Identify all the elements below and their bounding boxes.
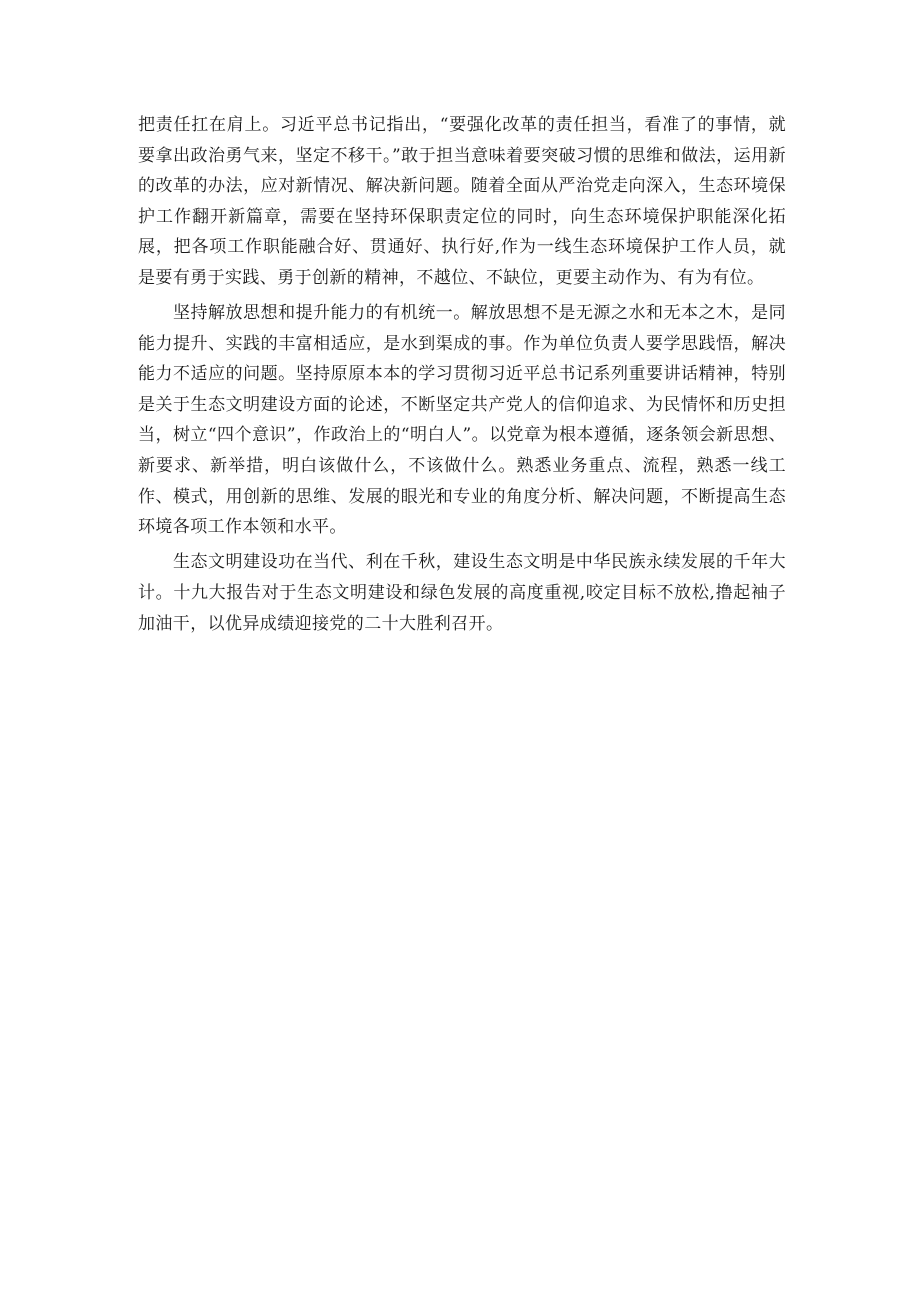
document-body [138, 110, 786, 644]
paragraph-ecological-civilization: 生态文明建设功在当代、利在千秋，建设生态文明是中华民族永续发展的千年大计。十九大报告对于生态文明建设和绿色发展的高度重视,咬定目标不放松,撸起袖子加油干，以优异成绩迎接党的二十大胜利召开。 [138, 552, 786, 634]
paragraph-emancipate-mind: 坚持解放思想和提升能力的有机统一。解放思想不是无源之水和无本之木，是同能力提升、实践的丰富相适应，是水到渠成的事。作为单位负责人要学思践悟，解决能力不适应的问题。坚持原原本本的学习贯彻习近平总书记系列重要讲话精神，特别是关于生态文明建设方面的论述，不断坚定共产党人的信仰追求、为民情怀和历史担当，树立“四个意识”，作政治上的“明白人”。以党章为根本遵循，逐条领会新思想、新要求、新举措，明白该做什么，不该做什么。熟悉业务重点、流程，熟悉一线工作、模式，用创新的思维、发展的眼光和专业的角度分析、解决问题，不断提高生态环境各项工作本领和水平。 [138, 303, 786, 538]
paragraph-continuation: 把责任扛在肩上。习近平总书记指出，“要强化改革的责任担当，看准了的事情，就要拿出政治勇气来，坚定不移干。”敢于担当意味着要突破习惯的思维和做法，运用新的改革的办法，应对新情况、解决新问题。随着全面从严治党走向深入，生态环境保护工作翻开新篇章，需要在坚持环保职责定位的同时，向生态环境保护职能深化拓展，把各项工作职能融合好、贯通好、执行好,作为一线生态环境保护工作人员，就是要有勇于实践、勇于创新的精神，不越位、不缺位，更要主动作为、有为有位。 [138, 115, 786, 288]
